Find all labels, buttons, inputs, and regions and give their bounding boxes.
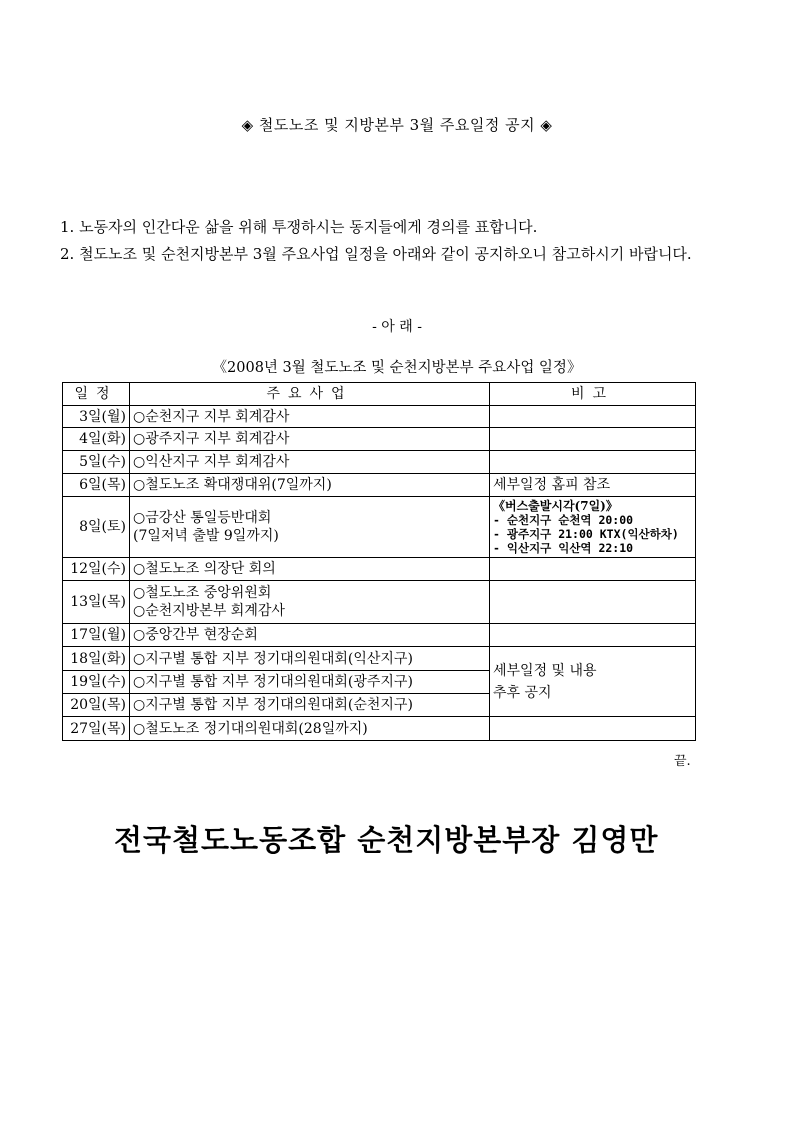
row-event: ○지구별 통합 지부 정기대의원대회(순천지구) bbox=[130, 694, 490, 717]
table-row bbox=[63, 474, 696, 497]
bus-schedule-title: 《버스출발시각(7일)》 bbox=[493, 499, 618, 513]
section-label: - 아 래 - bbox=[372, 319, 422, 335]
bus-schedule-line: - 광주지구 21:00 KTX(익산하차) bbox=[493, 527, 679, 541]
row-note-line: 세부일정 및 내용 bbox=[493, 662, 597, 679]
table-row bbox=[63, 624, 696, 647]
row-note bbox=[490, 581, 696, 624]
row-note bbox=[490, 647, 696, 717]
row-event: ○익산지구 지부 회계감사 bbox=[130, 451, 490, 474]
table-row bbox=[63, 647, 696, 671]
row-date: 27일(목) bbox=[63, 717, 130, 741]
row-event-line: ○순천지방본부 회계감사 bbox=[133, 603, 285, 619]
table-title: 《2008년 3월 철도노조 및 순천지방본부 주요사업 일정》 bbox=[212, 360, 582, 376]
table-row bbox=[63, 406, 696, 428]
row-note: 세부일정 홈피 참조 bbox=[490, 474, 696, 497]
table-row bbox=[63, 451, 696, 474]
table-row bbox=[63, 717, 696, 741]
row-event: ○철도노조 확대쟁대위(7일까지) bbox=[130, 474, 490, 497]
row-date: 13일(목) bbox=[63, 581, 130, 624]
table-row bbox=[63, 428, 696, 451]
row-event: ○지구별 통합 지부 정기대의원대회(익산지구) bbox=[130, 647, 490, 671]
row-date: 17일(월) bbox=[63, 624, 130, 647]
paragraph-2: 2. 철도노조 및 순천지방본부 3월 주요사업 일정을 아래와 같이 공지하오니 참고하시기 바랍니다. bbox=[60, 245, 692, 263]
table-row bbox=[63, 581, 696, 624]
row-event: ○철도노조 정기대의원대회(28일까지) bbox=[130, 717, 490, 741]
paragraph-1: 1. 노동자의 인간다운 삶을 위해 투쟁하시는 동지들에게 경의를 표합니다. bbox=[60, 218, 538, 236]
row-event: ○중앙간부 현장순회 bbox=[130, 624, 490, 647]
row-event bbox=[130, 581, 490, 624]
bus-schedule-line: - 익산지구 익산역 22:10 bbox=[493, 541, 634, 555]
row-date: 18일(화) bbox=[63, 647, 130, 671]
row-event: ○철도노조 의장단 회의 bbox=[130, 558, 490, 581]
row-event bbox=[130, 497, 490, 558]
row-note bbox=[490, 406, 696, 428]
signature: 전국철도노동조합 순천지방본부장 김영만 bbox=[114, 823, 659, 857]
row-note bbox=[490, 717, 696, 741]
row-event: ○광주지구 지부 회계감사 bbox=[130, 428, 490, 451]
row-date: 19일(수) bbox=[63, 671, 130, 694]
row-event-line: (7일저녁 출발 9일까지) bbox=[133, 528, 279, 544]
end-mark: 끝. bbox=[674, 754, 691, 769]
header-note: 비고 bbox=[490, 383, 696, 406]
row-date: 5일(수) bbox=[63, 451, 130, 474]
row-date: 4일(화) bbox=[63, 428, 130, 451]
table-row bbox=[63, 558, 696, 581]
row-date: 6일(목) bbox=[63, 474, 130, 497]
row-date: 12일(수) bbox=[63, 558, 130, 581]
table-row bbox=[63, 497, 696, 558]
row-note bbox=[490, 624, 696, 647]
row-event-line: ○금강산 통일등반대회 bbox=[133, 510, 272, 526]
schedule-table bbox=[62, 382, 696, 741]
header-event: 주요사업 bbox=[130, 383, 490, 406]
row-date: 8일(토) bbox=[63, 497, 130, 558]
row-note bbox=[490, 451, 696, 474]
row-event: ○순천지구 지부 회계감사 bbox=[130, 406, 490, 428]
row-note bbox=[490, 497, 696, 558]
bus-schedule-line: - 순천지구 순천역 20:00 bbox=[493, 513, 634, 527]
table-header-row bbox=[63, 383, 696, 406]
row-note bbox=[490, 558, 696, 581]
row-note bbox=[490, 428, 696, 451]
document-title: ◈ 철도노조 및 지방본부 3월 주요일정 공지 ◈ bbox=[241, 116, 553, 134]
row-date: 3일(월) bbox=[63, 406, 130, 428]
row-event-line: ○철도노조 중앙위원회 bbox=[133, 585, 272, 601]
header-date: 일정 bbox=[63, 383, 130, 406]
row-date: 20일(목) bbox=[63, 694, 130, 717]
row-event: ○지구별 통합 지부 정기대의원대회(광주지구) bbox=[130, 671, 490, 694]
row-note-line: 추후 공지 bbox=[493, 684, 552, 701]
